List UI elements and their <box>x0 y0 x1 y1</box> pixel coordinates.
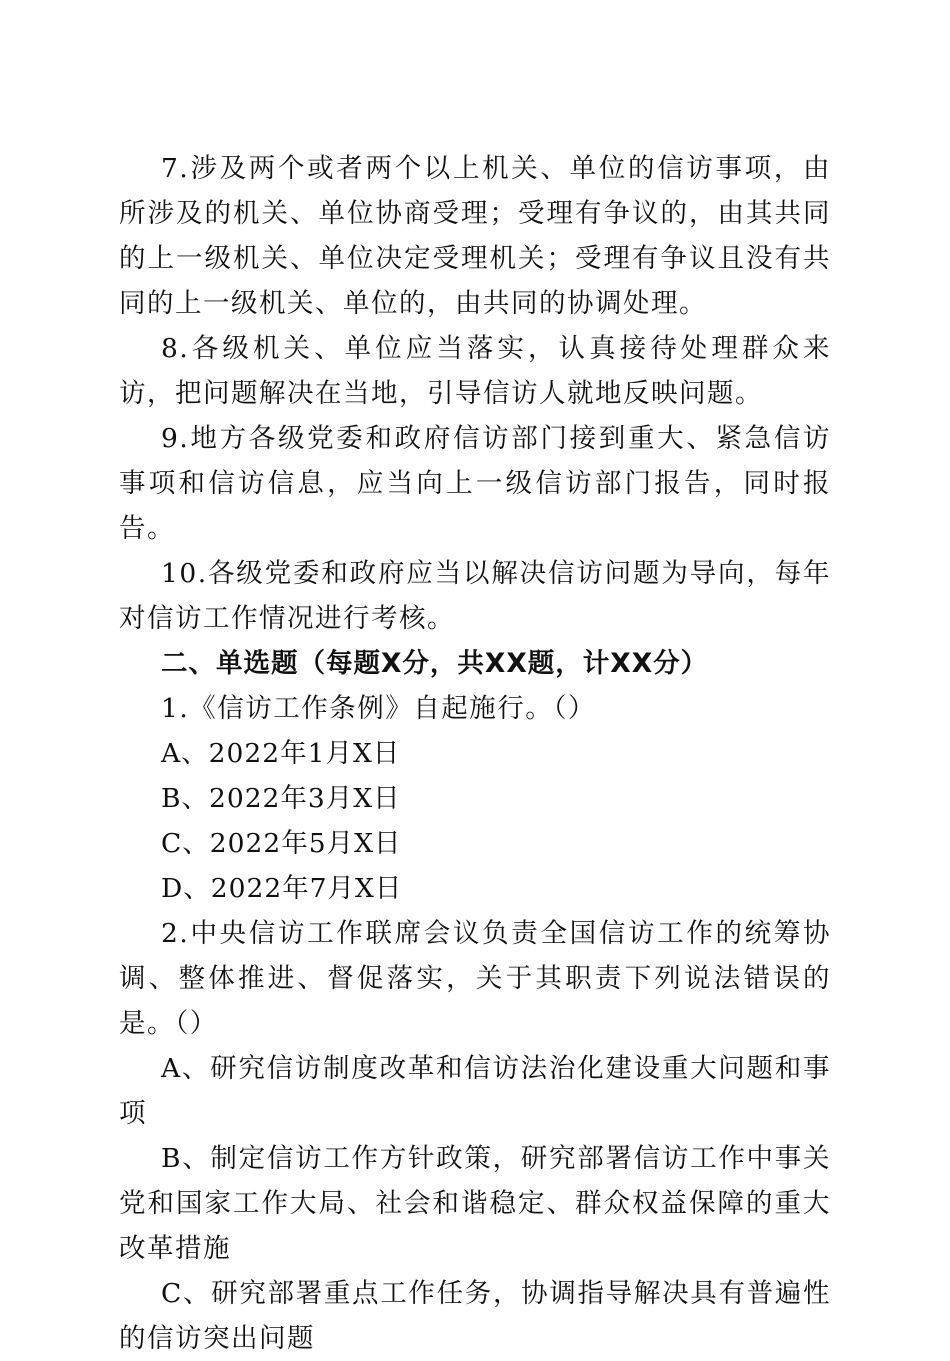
question-10-text: 10.各级党委和政府应当以解决信访问题为导向，每年对信访工作情况进行考核。 <box>119 558 831 634</box>
question-7-text: 7.涉及两个或者两个以上机关、单位的信访事项，由所涉及的机关、单位协商受理；受理有争议的，由其共同的上一级机关、单位决定受理机关；受理有争议且没有共同的上一级机关、单位的，由共同的协调处理。 <box>119 153 831 319</box>
q1-option-d: D、2022年7月X日 <box>161 873 403 904</box>
q2-option-b: B、制定信访工作方针政策，研究部署信访工作中事关党和国家工作大局、社会和谐稳定、群众权益保障的重大改革措施 <box>119 1143 831 1264</box>
q1-option-c: C、2022年5月X日 <box>161 828 402 859</box>
section-heading-single-choice: 二、单选题（每题X分，共XX题，计XX分） <box>161 648 709 679</box>
question-9-text: 9.地方各级党委和政府信访部门接到重大、紧急信访事项和信访信息，应当向上一级信访部门报告，同时报告。 <box>119 423 831 544</box>
single-choice-question-2: 2.中央信访工作联席会议负责全国信访工作的统筹协调、整体推进、督促落实，关于其职责下列说法错误的是。（） <box>119 918 831 1039</box>
q2-option-a: A、研究信访制度改革和信访法治化建设重大问题和事项 <box>119 1053 831 1129</box>
document-body <box>119 146 831 1361</box>
question-8-text: 8.各级机关、单位应当落实，认真接待处理群众来访，把问题解决在当地，引导信访人就地反映问题。 <box>119 333 831 409</box>
q2-option-c: C、研究部署重点工作任务，协调指导解决具有普遍性的信访突出问题 <box>119 1278 831 1354</box>
q1-option-a: A、2022年1月X日 <box>161 738 401 769</box>
q1-option-b: B、2022年3月X日 <box>161 783 401 814</box>
single-choice-question-1: 1.《信访工作条例》自起施行。（） <box>161 693 597 724</box>
